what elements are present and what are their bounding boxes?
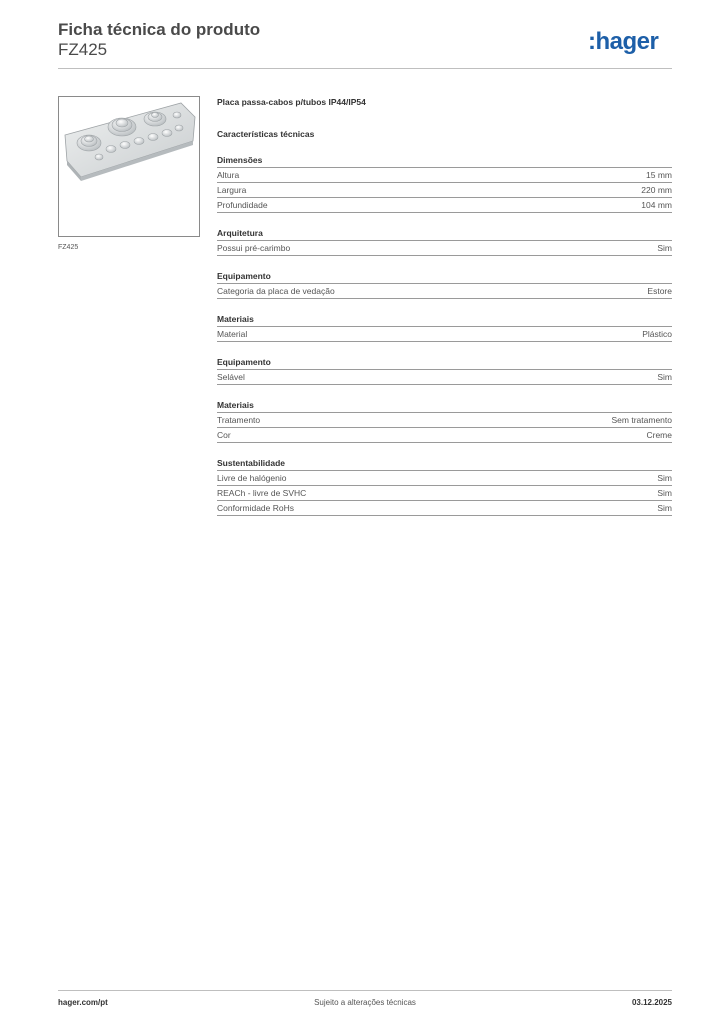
spec-group [217,399,672,443]
spec-label: Categoria da placa de vedação [217,286,335,296]
spec-value: Sim [657,503,672,513]
footer-website: hager.com/pt [58,998,108,1007]
product-image [58,96,200,237]
spec-group [217,313,672,342]
spec-value: Sim [657,243,672,253]
spec-label: Tratamento [217,415,261,425]
spec-row [217,168,672,183]
spec-value: Sim [657,488,672,498]
spec-row [217,284,672,299]
spec-value: Plástico [642,329,672,339]
spec-row [217,183,672,198]
footer-date: 03.12.2025 [631,998,672,1007]
spec-label: Cor [217,430,231,440]
technical-specifications [217,96,672,516]
spec-group-title: Arquitetura [217,227,672,241]
spec-value: 104 mm [641,200,672,210]
spec-value: Sim [657,473,672,483]
spec-value: 220 mm [641,185,672,195]
document-header [58,20,672,60]
spec-row [217,370,672,385]
spec-value: Creme [646,430,672,440]
spec-label: REACh - livre de SVHC [217,488,307,498]
spec-group-title: Materiais [217,313,672,327]
document-footer [58,998,672,1010]
spec-label: Profundidade [217,200,268,210]
spec-label: Livre de halógenio [217,473,287,483]
spec-row [217,198,672,213]
spec-group-title: Equipamento [217,356,672,370]
spec-group [217,270,672,299]
spec-group-title: Dimensões [217,154,672,168]
spec-value: Sim [657,372,672,382]
spec-value: Estore [647,286,672,296]
spec-group [217,356,672,385]
spec-groups [217,154,672,516]
spec-label: Selável [217,372,245,382]
spec-group-title: Sustentabilidade [217,457,672,471]
document-title: Ficha técnica do produto [58,20,261,39]
hager-logo-text: :hager [588,28,659,54]
spec-row [217,327,672,342]
spec-group-title: Materiais [217,399,672,413]
spec-group [217,154,672,213]
header-divider [58,68,672,69]
spec-group [217,227,672,256]
cable-gland-plate-picture [59,97,199,236]
spec-label: Altura [217,170,240,180]
spec-value: 15 mm [646,170,672,180]
section-heading: Características técnicas [217,129,315,139]
footer-divider [58,990,672,991]
product-code: FZ425 [58,40,108,59]
spec-row [217,428,672,443]
spec-value: Sem tratamento [611,415,672,425]
hager-logo [588,28,672,54]
spec-row [217,501,672,516]
spec-label: Conformidade RoHs [217,503,295,513]
spec-group-title: Equipamento [217,270,672,284]
spec-row [217,241,672,256]
spec-label: Material [217,329,248,339]
spec-label: Possui pré-carimbo [217,243,291,253]
spec-group [217,457,672,516]
spec-label: Largura [217,185,247,195]
image-caption: FZ425 [58,244,79,251]
product-description: Placa passa-cabos p/tubos IP44/IP54 [217,97,366,107]
footer-notice: Sujeito a alterações técnicas [314,998,416,1007]
spec-row [217,413,672,428]
spec-row [217,486,672,501]
spec-row [217,471,672,486]
